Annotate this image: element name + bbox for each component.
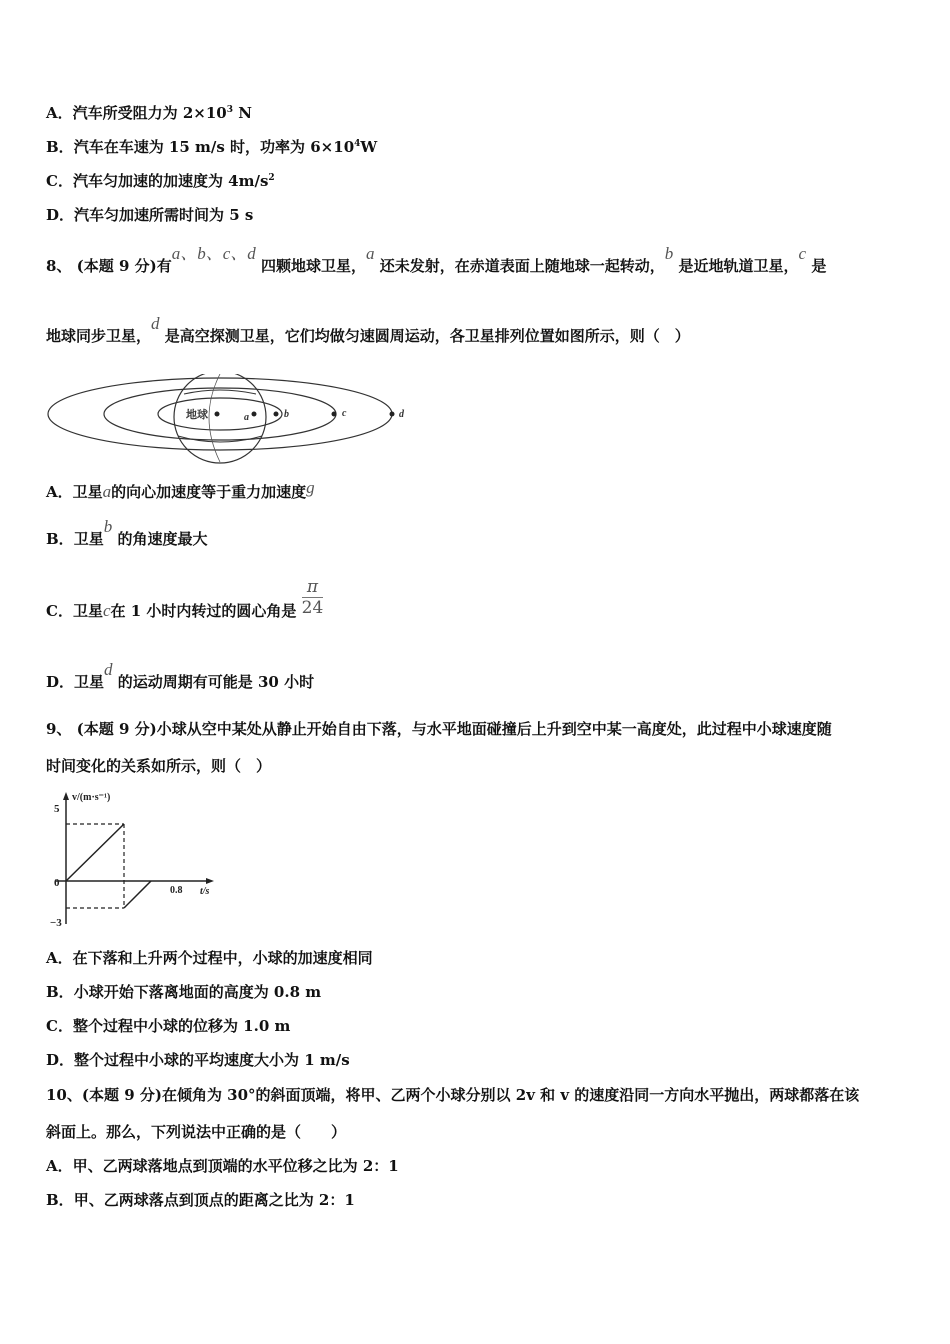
v-axis-arrow [63,792,69,800]
falling-segment [66,824,124,881]
satellite-a-label: a [244,412,249,423]
q8-stem-line-1: 8、 (本题 9 分)有a、b、c、d 四颗地球卫星，a 还未发射，在赤道表面上随地球一起转动，b 是近地轨道卫星，c 是 [46,244,827,275]
tick-label-minus-3: −3 [50,917,62,929]
q9-option-c: C．整个过程中小球的位移为 1.0 m [46,1017,291,1035]
q8-option-b: B．卫星b 的角速度最大 [46,517,208,548]
tick-label-0-8: 0.8 [170,885,183,896]
q10-option-b: B．甲、乙两球落点到顶点的距离之比为 2：1 [46,1191,355,1209]
earth-center-dot [215,412,220,417]
t-axis-label: t/s [200,886,210,897]
q9-option-a: A．在下落和上升两个过程中，小球的加速度相同 [46,949,373,967]
q7-option-c: C．汽车匀加速的加速度为 $4m/s^2$ [46,172,275,190]
q8-option-d: D．卫星d 的运动周期有可能是 30 小时 [46,660,315,691]
satellite-b-label: b [284,409,289,420]
v-axis-label: v/(m·s⁻¹) [72,792,111,803]
satellite-c-label: c [342,408,347,419]
q9-option-b: B．小球开始下落离地面的高度为 0.8 m [46,983,322,1001]
satellite-d-dot [390,412,395,417]
q7-option-a: A．汽车所受阻力为 $2\times 10^3$ N [46,104,252,122]
satellite-a-dot [252,412,257,417]
velocity-time-graph [50,790,220,930]
orbit-d [48,378,392,450]
orbit-c [104,388,336,440]
q7-option-d: D．汽车匀加速所需时间为 5 s [46,206,254,224]
q10-option-a: A．甲、乙两球落地点到顶端的水平位移之比为 2：1 [46,1157,399,1175]
tick-label-0: 0 [54,877,60,889]
q10-stem-line-1: 10、(本题 9 分)在倾角为 30°的斜面顶端，将甲、乙两个小球分别以 2v 和 v 的速度沿同一方向水平抛出，两球都落在该 [46,1086,860,1104]
q8-option-a: A．卫星a的向心加速度等于重力加速度g [46,478,315,501]
rising-segment [124,881,151,908]
satellite-b-dot [274,412,279,417]
satellite-d-label: d [399,409,404,420]
earth-latitude-upper [184,390,256,394]
q8-option-c: C．卫星c在 1 小时内转过的圆心角是 $\frac{\pi}{24}$ [46,577,324,620]
tick-label-5: 5 [54,803,60,815]
fraction-pi-over-24: $\frac{\pi}{24}$ [301,577,324,618]
q9-stem-line-2: 时间变化的关系如所示，则（ ） [46,757,272,775]
earth-latitude-lower [178,436,262,442]
satellite-orbit-figure [46,374,416,464]
q10-stem-line-2: 斜面上。那么，下列说法中正确的是（ ） [46,1123,347,1141]
q9-option-d: D．整个过程中小球的平均速度大小为 1 m/s [46,1051,350,1069]
q8-stem-line-2: 地球同步卫星，d 是高空探测卫星，它们均做匀速圆周运动，各卫星排列位置如图所示，则（ ） [46,314,690,345]
q7-option-b: B．汽车在车速为 15 m/s 时，功率为 $6\times 10^4W$ [46,138,378,156]
satellite-c-dot [332,412,337,417]
t-axis-arrow [206,878,214,884]
q9-stem-line-1: 9、 (本题 9 分)小球从空中某处从静止开始自由下落，与水平地面碰撞后上升到空中某一高度处，此过程中小球速度随 [46,720,832,738]
earth-meridian [209,374,220,462]
earth-label: 地球 [186,409,208,421]
